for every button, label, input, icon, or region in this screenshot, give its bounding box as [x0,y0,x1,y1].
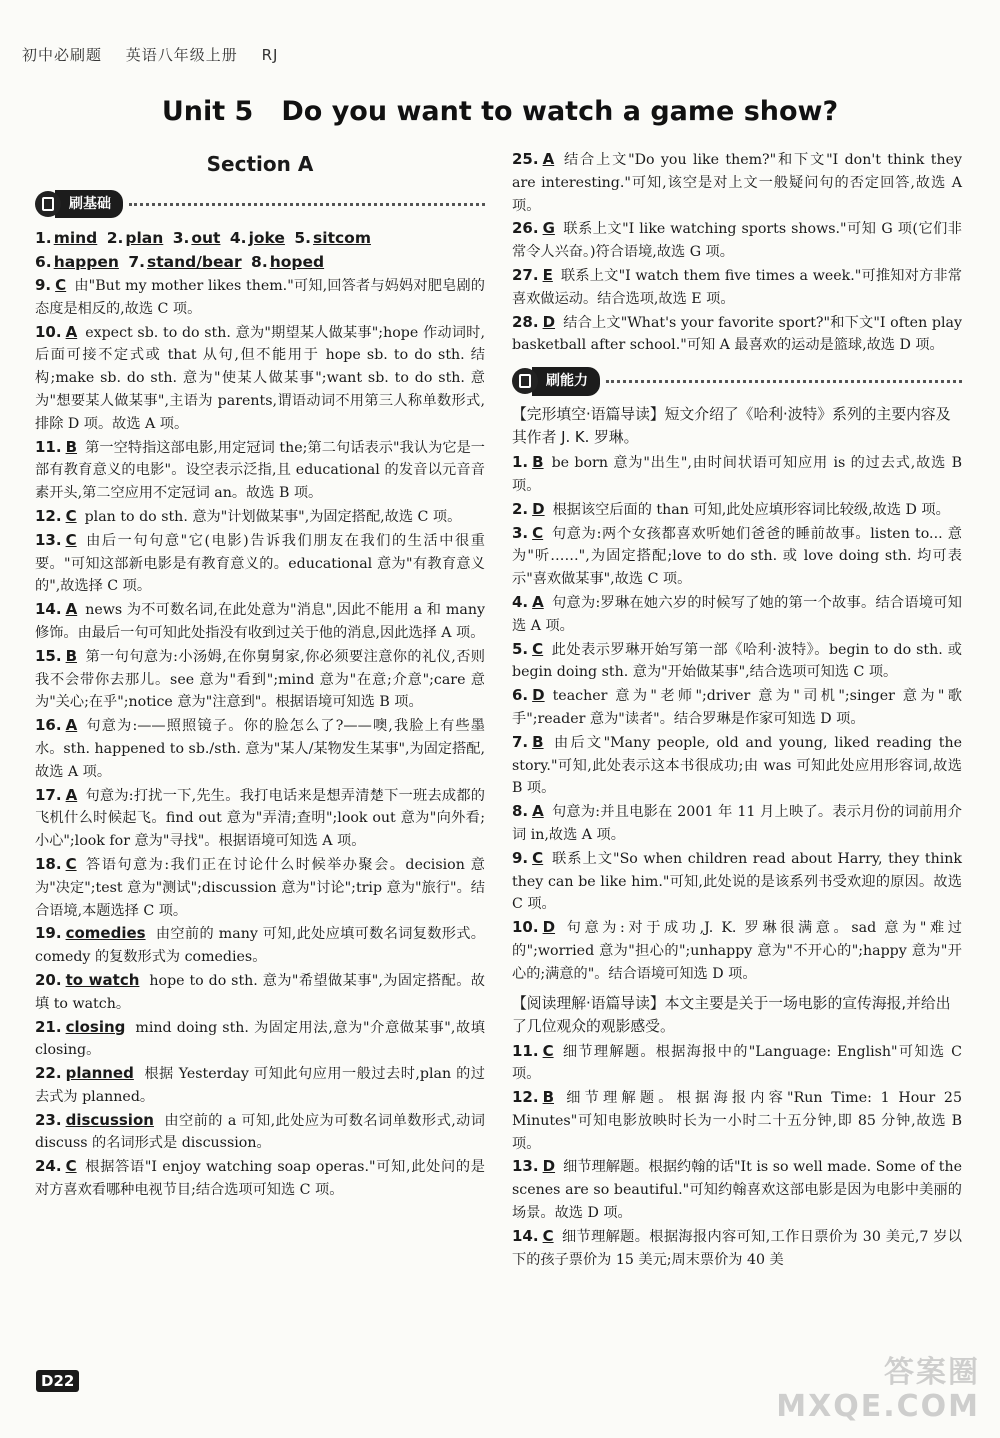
answer-item [35,714,485,783]
item-number: 22. [35,1064,62,1083]
dotted-divider [129,203,485,206]
item-answer-letter: C [542,1226,554,1245]
item-explanation: be born 意为"出生",由时间状语可知应用 is 的过去式,故选 B 项。 [512,455,962,494]
answer-item [35,853,485,922]
answer-item [512,217,962,264]
answers-row-2 [35,250,485,274]
right-items-b [512,451,962,985]
answer-item [512,498,962,522]
edition-label: RJ [261,46,279,64]
item-explanation: 细节理解题。根据海报内容"Run Time: 1 Hour 25 Minutes"可知电影放映时长为一小时二十五分钟,即 85 分钟,故选 B 项。 [512,1090,962,1152]
item-explanation: mind doing sth. 为固定用法,意为"介意做某事",故填 closing。 [35,1019,485,1059]
item-explanation: 句意为:并且电影在 2001 年 11 月上映了。表示月份的词前用介词 in,故选 A 项。 [512,804,962,843]
item-number: 15. [35,646,62,665]
item-number: 12. [35,506,62,525]
item-explanation: 句意为:对于成功,J. K. 罗琳很满意。sad 意为"难过的";worried 意为"担心的";unhappy 意为"不开心的";happy 意为"开心的;满意的"。结合语境可知选 D 项。 [512,920,962,982]
item-number: 18. [35,854,62,873]
item-explanation: 结合上文"Do you like them?"和下文"I don't think they are interesting."可知,该空是对上文一般疑问句的否定回答,故选 A 项。 [512,152,962,214]
item-number: 2. [512,499,529,518]
left-column [35,150,485,1202]
item-answer-letter: B [65,646,78,665]
item-explanation: 由后文"Many people, old and young, liked reading the story."可知,此处表示这本书很成功;由 was 可知此处应用形容词,故选 B 项。 [512,734,962,797]
answer-item [35,784,485,853]
item-answer-letter: D [542,312,556,331]
answer-item [35,645,485,714]
item-answer-letter: A [65,600,78,619]
watermark [776,1356,980,1424]
item-answer-word: discussion [65,1110,154,1129]
answer-item [35,321,485,436]
answer-word: mind [53,229,98,247]
answer-item [512,1040,962,1087]
answer-item [512,148,962,217]
badge-basic [35,188,485,220]
unit-title [0,96,1000,127]
badge-basic-label: 刷基础 [55,190,123,219]
item-number: 5. [512,639,529,658]
answer-item [512,591,962,638]
right-column [512,148,962,1271]
item-answer-letter: G [542,219,555,238]
answer-item [512,800,962,847]
item-answer-letter: B [532,453,544,472]
answer-item [35,1062,485,1109]
item-explanation: 根据该空后面的 than 可知,此处应填形容词比较级,故选 D 项。 [552,501,950,518]
answer-number: 2. [106,229,124,247]
item-answer-letter: C [532,848,544,867]
item-explanation: 由空前的 many 可知,此处应填可数名词复数形式。comedy 的复数形式为 comedies。 [35,926,485,966]
answer-word: happen [53,253,119,271]
answer-item [512,847,962,916]
item-answer-word: planned [65,1064,134,1083]
item-explanation: 细节理解题。根据海报中的"Language: English"可知选 C 项。 [512,1043,962,1083]
answer-item [512,638,962,685]
item-explanation: 联系上文"I watch them five times a week."可推知对方非常喜欢做运动。结合选项,故选 E 项。 [512,267,962,307]
answer-number: 4. [229,229,247,247]
answer-word: out [191,229,221,247]
answer-item [512,451,962,498]
item-number: 20. [35,970,62,989]
item-explanation: 句意为:——照照镜子。你的脸怎么了?——噢,我脸上有些墨水。sth. happened to sb./sth. 意为"某人/某物发生某事",为固定搭配,故选 A 项。 [35,718,486,780]
item-answer-letter: A [65,322,78,341]
unit-number: Unit 5 [161,96,254,127]
answer-word: joke [248,229,285,247]
subject-name: 英语八年级上册 [125,46,238,64]
item-answer-letter: A [65,785,78,804]
item-explanation: expect sb. to do sth. 意为"期望某人做某事";hope 作动词时,后面可接不定式或 that 从句,但不能用于 hope sb. to do sth. 结构;make sb. do sth. 意为"使某人做某事";want sb. to do sth. 意为"想要某人做某事",主语为 parents,谓语动词不用第三人称单数形式,排除 D 项。故选 A 项。 [35,324,485,432]
answer-item [512,684,962,731]
answer-number: 3. [172,229,190,247]
answer-item [512,1155,962,1224]
running-header [22,44,296,65]
item-number: 11. [512,1041,539,1060]
item-number: 11. [35,437,62,456]
item-number: 17. [35,785,62,804]
item-number: 24. [35,1157,62,1176]
item-explanation: news 为不可数名词,在此处意为"消息",因此不能用 a 和 many 修饰。由最后一句可知此处指没有收到过关于他的消息,因此选择 A 项。 [35,602,485,641]
item-explanation: 根据 Yesterday 可知此句应用一般过去时,plan 的过去式为 planned。 [35,1066,485,1105]
item-number: 3. [512,523,529,542]
item-number: 19. [35,924,62,943]
answer-number: 7. [128,253,146,271]
answer-item [35,529,485,598]
item-answer-letter: D [532,686,545,705]
item-number: 9. [512,848,529,867]
answer-number: 6. [35,253,52,271]
item-answer-letter: C [65,530,77,549]
item-number: 13. [512,1157,539,1176]
book-icon [512,368,538,394]
item-explanation: 联系上文"I like watching sports shows."可知 G 项(它们非常令人兴奋。)符合语境,故选 G 项。 [512,221,962,261]
item-answer-letter: B [542,1088,555,1107]
answer-item [512,311,962,358]
item-answer-letter: C [532,639,544,658]
item-number: 27. [512,265,539,284]
item-explanation: 联系上文"So when children read about Harry, they think they can be like him."可知,此处说的是该系列书受欢迎的原因。故选 C 项。 [512,850,962,913]
item-explanation: 第一句句意为:小汤姆,在你舅舅家,你必须要注意你的礼仪,否则我不会带你去那儿。see 意为"看到";mind 意为"在意;介意";care 意为"关心;在乎";notice 意为"注意到"。根据语境可知选 B 项。 [35,648,485,711]
item-explanation: 答语句意为:我们正在讨论什么时候举办聚会。decision 意为"决定";test 意为"测试";discussion 意为"讨论";trip 意为"旅行"。结合语境,本题选择 C 项。 [35,856,485,919]
item-explanation: 细节理解题。根据海报内容可知,工作日票价为 30 美元,7 岁以下的孩子票价为 15 美元;周末票价为 40 美 [512,1228,962,1268]
item-answer-letter: D [542,918,556,937]
item-number: 1. [512,453,529,472]
item-explanation: 由后一句句意"它(电影)告诉我们朋友在我们的生活中很重要。"可知这部新电影是有教育意义的。educational 意为"有教育意义的",故选择 C 项。 [35,532,485,595]
cloze-intro: 【完形填空·语篇导读】短文介绍了《哈利·波特》系列的主要内容及其作者 J. K. 罗琳。 [512,406,951,447]
watermark-line-1: 答案圈 [884,1355,980,1390]
answer-item [35,598,485,645]
item-number: 12. [512,1088,539,1107]
answer-item [512,1225,962,1272]
item-answer-letter: D [532,499,545,518]
answer-number: 5. [294,229,312,247]
item-number: 4. [512,592,529,611]
left-items-list [35,274,485,1202]
answer-item [512,731,962,800]
item-answer-word: closing [65,1017,126,1036]
item-answer-letter: C [532,523,544,542]
badge-ability [512,365,962,397]
item-explanation: teacher 意为"老师";driver 意为"司机";singer 意为"歌手";reader 意为"读者"。结合罗琳是作家可知选 D 项。 [512,688,962,727]
item-answer-letter: A [532,592,544,611]
unit-title-text: Do you want to watch a game show? [281,96,839,127]
answer-item [35,969,485,1016]
item-number: 26. [512,219,539,238]
item-answer-letter: C [65,506,77,525]
answer-word: sitcom [313,229,371,247]
item-explanation: 句意为:打扰一下,先生。我打电话来是想弄清楚下一班去成都的飞机什么时候起飞。find out 意为"弄清;查明";look out 意为"向外看;小心";look for 意为"寻找"。根据语境可知选 A 项。 [35,787,485,850]
item-answer-letter: C [65,1157,77,1176]
item-explanation: 句意为:两个女孩都喜欢听她们爸爸的睡前故事。listen to... 意为"听……",为固定搭配;love to do sth. 或 love doing sth. 均可表示"喜欢做某事",故选 C 项。 [512,525,962,588]
item-number: 10. [512,918,539,937]
item-number: 21. [35,1017,62,1036]
item-number: 7. [512,732,529,751]
item-explanation: 细节理解题。根据约翰的话"It is so well made. Some of the scenes are so beautiful."可知约翰喜欢这部电影是因为电影中美丽的场景。故选 D 项。 [512,1159,962,1222]
item-number: 8. [512,802,529,821]
badge-ability-label: 刷能力 [532,367,600,396]
answer-word: stand/bear [147,253,242,271]
page-number: D22 [36,1370,79,1392]
right-items-c [512,1040,962,1272]
item-answer-letter: B [532,732,544,751]
answer-number: 8. [251,253,268,271]
right-items-a [512,148,962,357]
item-explanation: 句意为:罗琳在她六岁的时候写了她的第一个故事。结合语境可知选 A 项。 [512,594,962,634]
item-number: 23. [35,1110,62,1129]
item-number: 6. [512,686,529,705]
answer-item [35,922,485,969]
book-name: 初中必刷题 [22,46,103,64]
watermark-line-2: MXQE.COM [776,1389,980,1424]
item-answer-letter: A [532,802,544,821]
item-answer-word: to watch [65,970,140,989]
answer-item [512,264,962,311]
answer-item [35,505,485,529]
answer-item [35,1016,485,1063]
item-number: 13. [35,530,62,549]
item-answer-word: comedies [65,924,146,943]
item-answer-letter: C [542,1041,554,1060]
item-answer-letter: C [65,854,77,873]
item-answer-letter: A [65,716,78,735]
item-number: 14. [35,600,62,619]
answer-item [512,916,962,985]
answer-item [35,274,485,321]
answer-number: 1. [35,229,52,247]
item-explanation: hope to do sth. 意为"希望做某事",为固定搭配。故填 to watch。 [35,972,485,1012]
item-number: 28. [512,312,539,331]
item-answer-letter: C [55,276,67,294]
answer-item [35,1155,485,1202]
item-number: 14. [512,1226,539,1245]
answer-item [512,1086,962,1155]
item-number: 9. [35,276,52,294]
dotted-divider [606,380,962,383]
item-answer-letter: E [542,265,553,284]
item-explanation: 根据答语"I enjoy watching soap operas."可知,此处问的是对方喜欢看哪种电视节目;结合选项可知选 C 项。 [35,1159,485,1199]
answer-item [512,522,962,591]
item-explanation: 第一空特指这部电影,用定冠词 the;第二句话表示"我认为它是一部有教育意义的电影"。设空表示泛指,且 educational 的发音以元音音素开头,第二空应用不定冠词 an。故选 B 项。 [35,439,485,502]
item-answer-letter: D [542,1157,556,1176]
item-number: 25. [512,150,539,168]
item-explanation: 由"But my mother likes them."可知,回答者与妈妈对肥皂剧的态度是相反的,故选 C 项。 [35,278,485,317]
item-explanation: 此处表示罗琳开始写第一部《哈利·波特》。begin to do sth. 或 begin doing sth. 意为"开始做某事",结合选项可知选 C 项。 [512,641,962,681]
answer-item [35,436,485,505]
item-answer-letter: A [542,150,555,168]
reading-intro: 【阅读理解·语篇导读】本文主要是关于一场电影的宣传海报,并给出了几位观众的观影感受。 [512,994,951,1035]
answer-word: plan [125,229,164,247]
item-number: 10. [35,322,62,341]
item-number: 16. [35,716,62,735]
answer-word: hoped [269,253,325,271]
item-explanation: 结合上文"What's your favorite sport?"和下文"I often play basketball after school."可知 A 最喜欢的运动是篮球,故选 D 项。 [512,314,962,354]
book-icon [35,191,61,217]
item-explanation: 由空前的 a 可知,此处应为可数名词单数形式,动词 discuss 的名词形式是 discussion。 [35,1112,485,1152]
answer-item [35,1109,485,1156]
item-answer-letter: B [65,437,78,456]
section-heading: Section A [206,152,314,176]
answers-row-1 [35,226,485,250]
item-explanation: plan to do sth. 意为"计划做某事",为固定搭配,故选 C 项。 [84,508,462,525]
